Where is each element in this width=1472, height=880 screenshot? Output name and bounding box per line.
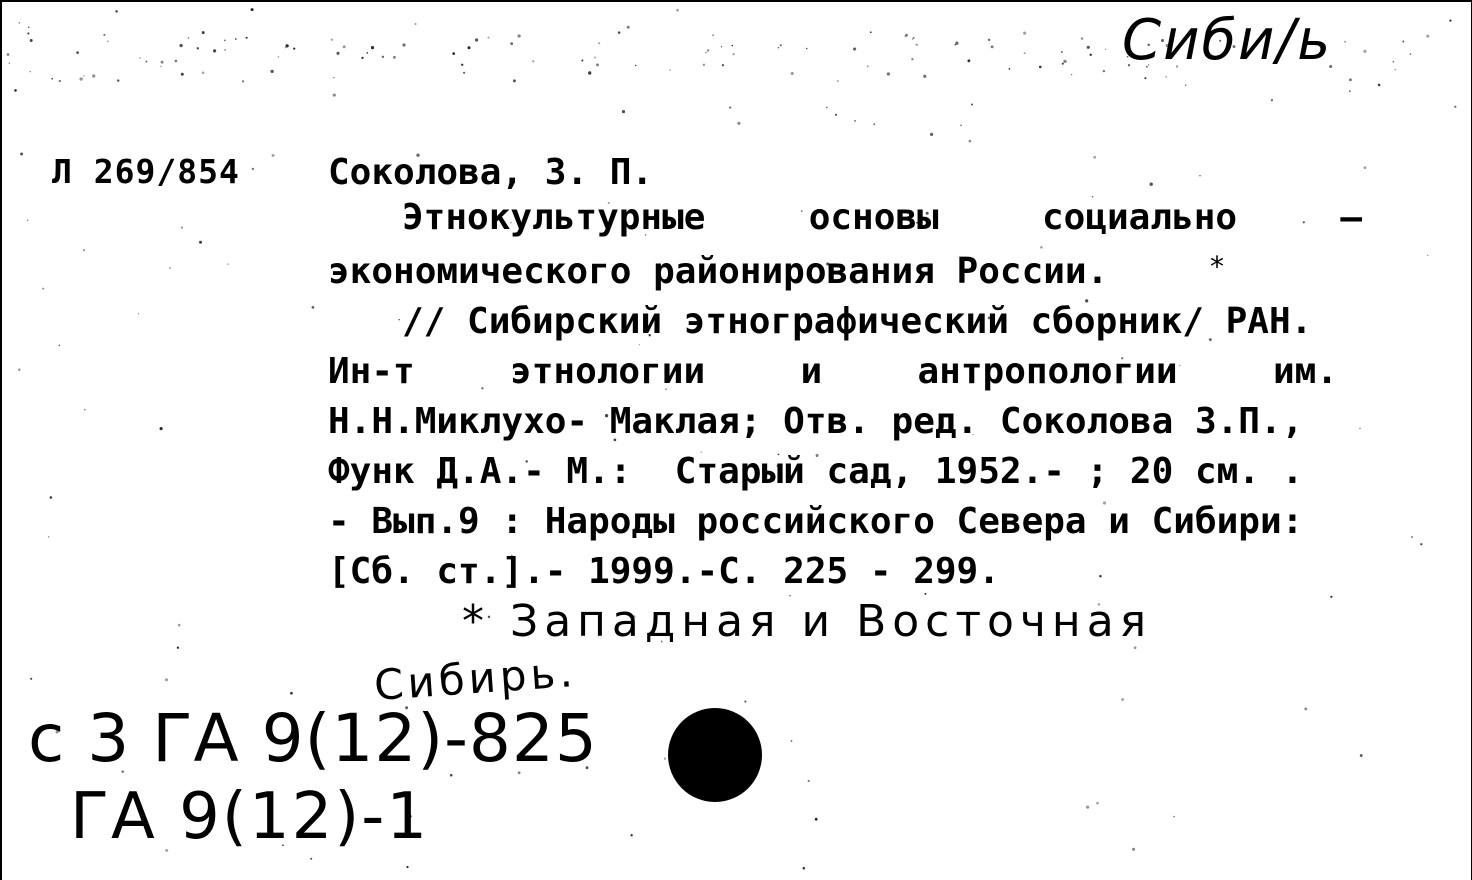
institute-line <box>328 348 1338 396</box>
title-word: социально <box>1041 197 1238 238</box>
editors-line: Н.Н.Миклухо- Маклая; Отв. ред. Соколова З.П., <box>328 401 1304 442</box>
series-line: // Сибирский этнографический сборник/ РАН. <box>402 301 1313 342</box>
issue-line: - Вып.9 : Народы российского Севера и Сибири: <box>328 501 1304 542</box>
call-number-primary: с 3 ГА 9(12)-825 <box>28 700 598 777</box>
title-line-2: экономического районирования России. <box>328 251 1109 292</box>
handwritten-annotation-continued: Сибирь. <box>372 646 579 711</box>
call-number-secondary: ГА 9(12)-1 <box>70 780 430 854</box>
title-word: Этнокультурные <box>402 197 706 238</box>
handwritten-annotation: * Западная и Восточная <box>462 596 1153 647</box>
shelfmark: Л 269/854 <box>52 152 240 191</box>
institute-word: и <box>800 351 823 392</box>
handwritten-top-note: Сиби/ь <box>1122 8 1333 73</box>
institute-word: им. <box>1272 351 1338 392</box>
institute-word: антропологии <box>917 351 1178 392</box>
title-line-1 <box>402 194 1362 242</box>
institute-word: этнологии <box>510 351 706 392</box>
pages-line: [Сб. ст.].- 1999.-С. 225 - 299. <box>328 551 1000 592</box>
title-word: – <box>1340 197 1362 238</box>
footnote-star: * <box>1210 250 1224 283</box>
title-word: основы <box>808 197 939 238</box>
author-heading: Соколова, З. П. <box>328 152 654 193</box>
publisher-line: Функ Д.А.- М.: Старый сад, 1952.- ; 20 см. . <box>328 451 1304 492</box>
institute-word: Ин-т <box>328 351 415 392</box>
punch-hole <box>668 708 762 802</box>
